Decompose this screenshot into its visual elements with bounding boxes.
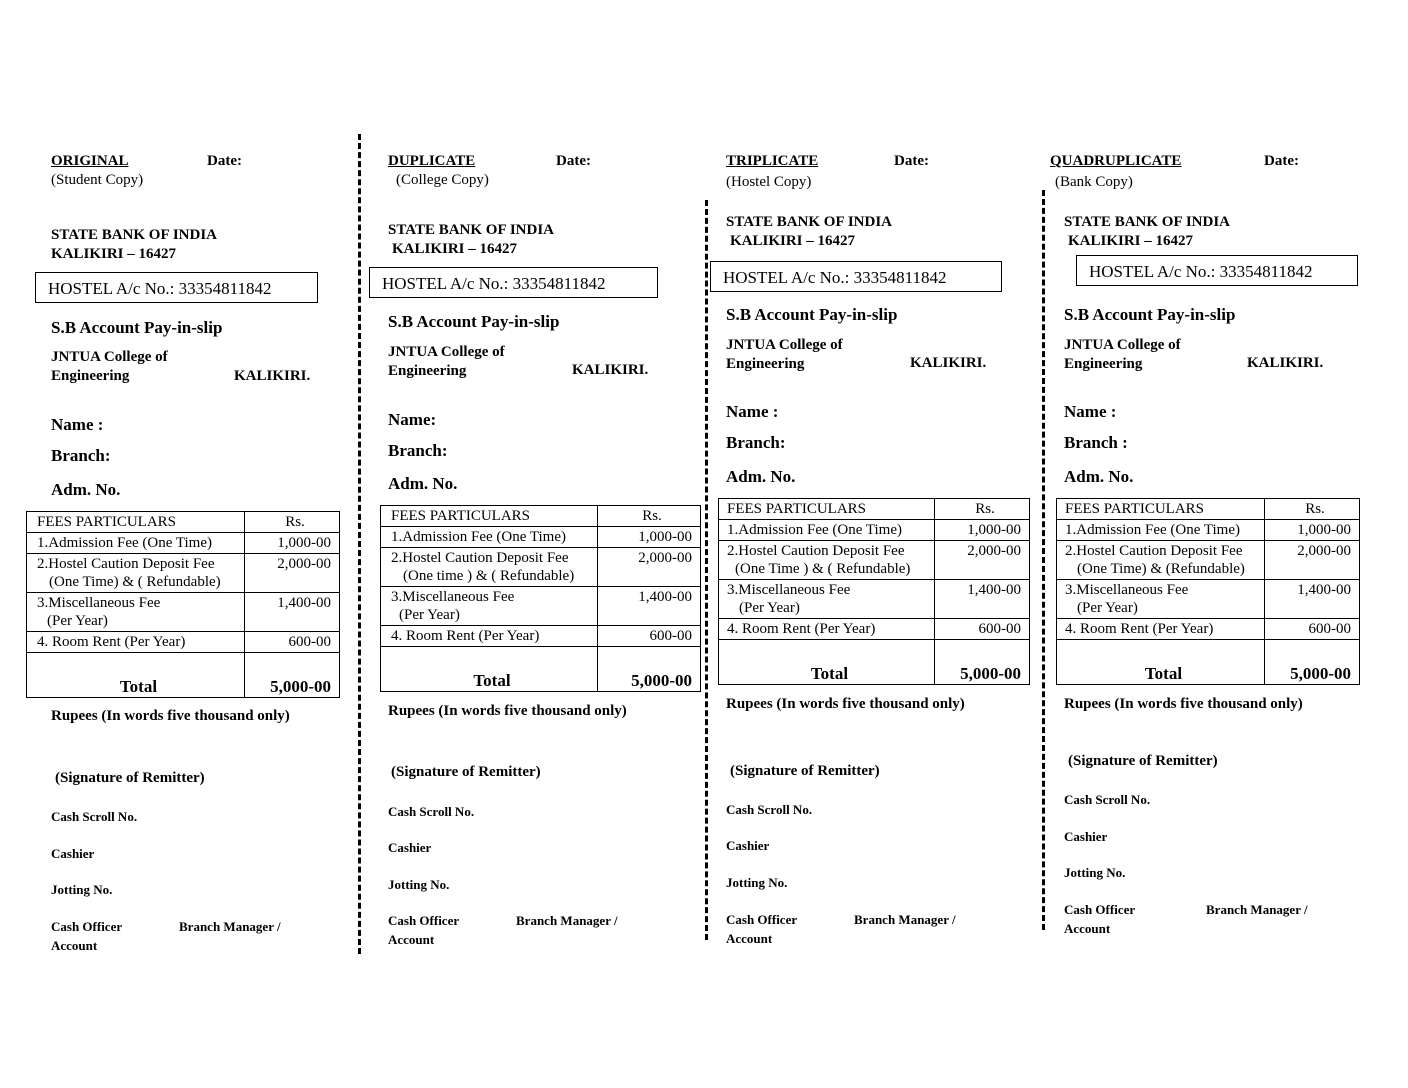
college-name: JNTUA College of Engineering — [726, 337, 843, 372]
account-box: HOSTEL A/c No.: 33354811842 — [1076, 255, 1358, 286]
signature-label: (Signature of Remitter) — [391, 764, 541, 780]
fee-row: 3.Miscellaneous Fee (Per Year) — [719, 580, 935, 619]
fee-row: 2.Hostel Caution Deposit Fee (One Time ) & ( Refundable) — [719, 541, 935, 580]
fee-row: 1.Admission Fee (One Time) — [719, 520, 935, 541]
col-rs: Rs. — [598, 506, 701, 527]
fee-row: 4. Room Rent (Per Year) — [381, 626, 598, 647]
fee-row: 3.Miscellaneous Fee (Per Year) — [1057, 580, 1265, 619]
branch-label: Branch : — [1064, 433, 1128, 452]
adm-no-label: Adm. No. — [726, 467, 796, 486]
fee-amount: 1,000-00 — [1265, 520, 1360, 541]
college-name: JNTUA College of Engineering — [1064, 337, 1181, 372]
col-rs: Rs. — [245, 512, 340, 533]
fee-amount: 1,400-00 — [935, 580, 1030, 619]
bank-name: STATE BANK OF INDIA KALIKIRI – 16427 — [388, 222, 554, 257]
fee-amount: 1,000-00 — [598, 527, 701, 548]
fee-amount: 1,400-00 — [1265, 580, 1360, 619]
branch-manager-label: Branch Manager / — [1206, 902, 1308, 917]
fee-row: 4. Room Rent (Per Year) — [27, 632, 245, 653]
college-name: JNTUA College of Engineering — [388, 344, 505, 379]
name-label: Name : — [726, 402, 779, 421]
cash-scroll-label: Cash Scroll No. — [51, 809, 138, 824]
fee-amount: 600-00 — [1265, 619, 1360, 640]
fee-amount: 600-00 — [935, 619, 1030, 640]
jotting-label: Jotting No. — [726, 875, 788, 890]
fee-row: 1.Admission Fee (One Time) — [381, 527, 598, 548]
fees-table — [380, 505, 701, 692]
account-box: HOSTEL A/c No.: 33354811842 — [35, 272, 318, 303]
fee-amount: 1,400-00 — [245, 593, 340, 632]
copy-subtitle: (Hostel Copy) — [726, 174, 812, 190]
fee-amount: 600-00 — [598, 626, 701, 647]
signature-label: (Signature of Remitter) — [730, 763, 880, 779]
copy-subtitle: (Bank Copy) — [1055, 174, 1133, 190]
copy-label: ORIGINAL — [51, 153, 129, 169]
fees-table — [1056, 498, 1360, 685]
signature-label: (Signature of Remitter) — [1068, 753, 1218, 769]
copy-subtitle: (College Copy) — [396, 172, 489, 188]
total-label: Total — [1057, 640, 1265, 685]
bank-name: STATE BANK OF INDIA KALIKIRI – 16427 — [51, 227, 217, 262]
total-label: Total — [27, 653, 245, 698]
fee-row: 2.Hostel Caution Deposit Fee (One time ) & ( Refundable) — [381, 548, 598, 587]
total-amount: 5,000-00 — [1265, 640, 1360, 685]
branch-label: Branch: — [51, 446, 111, 465]
college-name: JNTUA College of Engineering — [51, 349, 168, 384]
amount-in-words: Rupees (In words five thousand only) — [726, 696, 965, 712]
fee-amount: 1,000-00 — [935, 520, 1030, 541]
total-amount: 5,000-00 — [245, 653, 340, 698]
college-place: KALIKIRI. — [572, 362, 649, 378]
fees-table — [718, 498, 1030, 685]
cash-officer-label: Cash Officer Account — [1064, 902, 1136, 936]
cash-scroll-label: Cash Scroll No. — [388, 804, 475, 819]
slip-title: S.B Account Pay-in-slip — [51, 318, 223, 337]
slip-title: S.B Account Pay-in-slip — [1064, 305, 1236, 324]
slip-title: S.B Account Pay-in-slip — [388, 312, 560, 331]
fee-amount: 1,400-00 — [598, 587, 701, 626]
total-amount: 5,000-00 — [935, 640, 1030, 685]
cash-scroll-label: Cash Scroll No. — [1064, 792, 1151, 807]
date-label: Date: — [556, 153, 591, 169]
fee-amount: 2,000-00 — [245, 554, 340, 593]
fee-amount: 600-00 — [245, 632, 340, 653]
copy-label: DUPLICATE — [388, 153, 476, 169]
name-label: Name: — [388, 410, 437, 429]
copy-label: TRIPLICATE — [726, 153, 819, 169]
col-particulars: FEES PARTICULARS — [381, 506, 598, 527]
date-label: Date: — [1264, 153, 1299, 169]
jotting-label: Jotting No. — [388, 877, 450, 892]
bank-name: STATE BANK OF INDIA KALIKIRI – 16427 — [1064, 214, 1230, 249]
bank-name: STATE BANK OF INDIA KALIKIRI – 16427 — [726, 214, 892, 249]
cash-officer-label: Cash Officer Account — [51, 919, 123, 953]
branch-manager-label: Branch Manager / — [179, 919, 281, 934]
branch-manager-label: Branch Manager / — [516, 913, 618, 928]
date-label: Date: — [894, 153, 929, 169]
branch-label: Branch: — [388, 441, 448, 460]
copy-label: QUADRUPLICATE — [1050, 153, 1182, 169]
amount-in-words: Rupees (In words five thousand only) — [388, 703, 627, 719]
slip-title: S.B Account Pay-in-slip — [726, 305, 898, 324]
cashier-label: Cashier — [1064, 829, 1108, 844]
college-place: KALIKIRI. — [910, 355, 987, 371]
col-rs: Rs. — [1265, 499, 1360, 520]
jotting-label: Jotting No. — [51, 882, 113, 897]
college-place: KALIKIRI. — [234, 368, 311, 384]
cashier-label: Cashier — [726, 838, 770, 853]
fee-row: 4. Room Rent (Per Year) — [1057, 619, 1265, 640]
branch-manager-label: Branch Manager / — [854, 912, 956, 927]
col-particulars: FEES PARTICULARS — [1057, 499, 1265, 520]
college-place: KALIKIRI. — [1247, 355, 1324, 371]
branch-label: Branch: — [726, 433, 786, 452]
date-label: Date: — [207, 153, 242, 169]
adm-no-label: Adm. No. — [388, 474, 458, 493]
account-box: HOSTEL A/c No.: 33354811842 — [710, 261, 1002, 292]
name-label: Name : — [51, 415, 104, 434]
cashier-label: Cashier — [388, 840, 432, 855]
name-label: Name : — [1064, 402, 1117, 421]
cash-scroll-label: Cash Scroll No. — [726, 802, 813, 817]
fee-row: 2.Hostel Caution Deposit Fee (One Time) & (Refundable) — [1057, 541, 1265, 580]
col-particulars: FEES PARTICULARS — [719, 499, 935, 520]
fee-row: 3.Miscellaneous Fee (Per Year) — [381, 587, 598, 626]
cash-officer-label: Cash Officer Account — [388, 913, 460, 947]
total-amount: 5,000-00 — [598, 647, 701, 692]
total-label: Total — [719, 640, 935, 685]
adm-no-label: Adm. No. — [1064, 467, 1134, 486]
fee-row: 3.Miscellaneous Fee (Per Year) — [27, 593, 245, 632]
col-rs: Rs. — [935, 499, 1030, 520]
fee-row: 1.Admission Fee (One Time) — [1057, 520, 1265, 541]
cash-officer-label: Cash Officer Account — [726, 912, 798, 946]
fee-amount: 2,000-00 — [598, 548, 701, 587]
fee-amount: 1,000-00 — [245, 533, 340, 554]
fee-amount: 2,000-00 — [1265, 541, 1360, 580]
total-label: Total — [381, 647, 598, 692]
signature-label: (Signature of Remitter) — [55, 770, 205, 786]
fee-row: 4. Room Rent (Per Year) — [719, 619, 935, 640]
jotting-label: Jotting No. — [1064, 865, 1126, 880]
cut-line-2 — [705, 200, 708, 940]
fee-row: 2.Hostel Caution Deposit Fee (One Time) & ( Refundable) — [27, 554, 245, 593]
fee-row: 1.Admission Fee (One Time) — [27, 533, 245, 554]
amount-in-words: Rupees (In words five thousand only) — [1064, 696, 1303, 712]
account-box: HOSTEL A/c No.: 33354811842 — [369, 267, 658, 298]
amount-in-words: Rupees (In words five thousand only) — [51, 708, 290, 724]
copy-subtitle: (Student Copy) — [51, 172, 144, 188]
adm-no-label: Adm. No. — [51, 480, 121, 499]
cut-line-1 — [358, 134, 361, 954]
cashier-label: Cashier — [51, 846, 95, 861]
cut-line-3 — [1042, 190, 1045, 930]
fee-amount: 2,000-00 — [935, 541, 1030, 580]
col-particulars: FEES PARTICULARS — [27, 512, 245, 533]
